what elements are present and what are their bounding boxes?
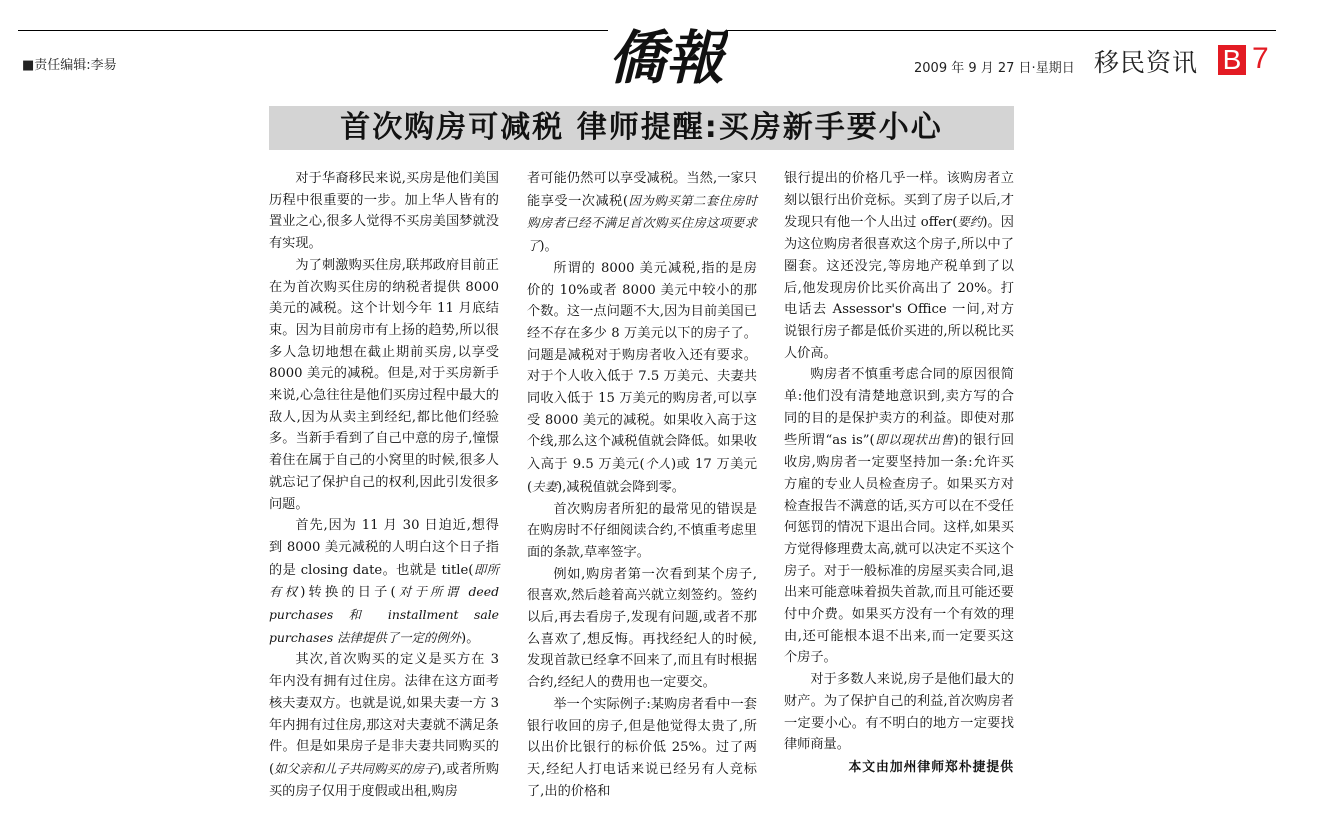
paragraph: 对于多数人来说,房子是他们最大的财产。为了保护自己的利益,首次购房者一定要小心。有不明白的地方一定要找律师商量。 xyxy=(784,672,1014,753)
page-number: 7 xyxy=(1252,42,1269,75)
paragraph: 其次,首次购买的定义是买方在 3 年内没有拥有过住房。法律在这方面考核夫妻双方。也就是说,如果夫妻一方 3 年内拥有过住房,那这对夫妻就不满足条件。但是如果房子是非夫妻共同购买的(如父亲和儿子共同购买的房子),或者所购买的房子仅用于度假或出租,购房 xyxy=(269,652,500,799)
paragraph: 为了刺激购买住房,联邦政府目前正在为首次购买住房的纳税者提供 8000 美元的减税。这个计划今年 11 月底结束。因为目前房市有上扬的趋势,所以很多人急切地想在截止期前买房,以享受 8000 美元的减税。但是,对于买房新手来说,心急往往是他们买房过程中最大的敌人,因为从卖主到经纪,都比他们经验多。当新手看到了自己中意的房子,憧憬着住在属于自己的小窝里的时候,很多人就忘记了保护自己的权利,因此引发很多问题。 xyxy=(269,257,499,512)
inline-note: 即所有权 xyxy=(269,561,499,600)
inline-note: 对于所谓 deed purchases 和 installment sale purchases 法律提供了一定的例外 xyxy=(269,584,499,645)
paragraph: 者可能仍然可以享受减税。当然,一家只能享受一次减税(因为购买第二套住房时购房者已经不满足首次购买住房这项要求了)。 xyxy=(527,171,757,255)
section-title: 移民资讯 xyxy=(1094,48,1199,77)
paragraph: 对于华裔移民来说,买房是他们美国历程中很重要的一步。加上华人皆有的置业之心,很多人觉得不买房美国梦就没有实现。 xyxy=(269,171,499,252)
masthead-logo xyxy=(604,18,728,92)
masthead-text: 僑報 xyxy=(607,24,725,92)
paragraph: 购房者不慎重考虑合同的原因很简单:他们没有清楚地意识到,卖方写的合同的目的是保护卖方的利益。即使对那些所谓“as is”(即以现状出售)的银行回收房,购房者一定要坚持加一条:允许买方雇的专业人员检查房子。如果买方对检查报告不满意的话,买方可以在不受任何惩罚的情况下退出合同。这样,如果买方觉得修理费太高,就可以决定不买这个房子。对于一般标准的房屋买卖合同,退出来可能意味着损失首款,而且可能还要付中介费。如果买方没有一个有效的理由,还可能根本退不出来,而一定要买这个房子。 xyxy=(784,367,1015,666)
editor-credit: ■责任编辑:李昜 xyxy=(22,58,117,73)
paragraph: 银行提出的价格几乎一样。该购房者立刻以银行出价竞标。买到了房子以后,才发现只有他一个人出过 offer(要约)。因为这位购房者很喜欢这个房子,所以中了圈套。这还没完,等房地产税单到了以后,他发现房价比买价高出了 20%。打电话去 Assessor's Office 一问,对方说银行房子都是低价买进的,所以税比买人价高。 xyxy=(784,171,1014,361)
article-headline: 首次购房可减税 律师提醒:买房新手要小心 xyxy=(269,106,1014,150)
paragraph: 首先,因为 11 月 30 日迫近,想得到 8000 美元减税的人明白这个日子指的是 closing date。也就是 title(即所有权)转换的日子(对于所谓 deed purchases 和 installment sale purchases 法律提供了一定的例外)。 xyxy=(269,518,499,646)
inline-note: 如父亲和儿子共同购买的房子 xyxy=(274,760,437,776)
inline-note: 要约 xyxy=(957,214,983,230)
page-letter-badge: B xyxy=(1218,45,1246,75)
paragraph: 例如,购房者第一次看到某个房子,很喜欢,然后趁着高兴就立刻签约。签约以后,再去看房子,发现有问题,或者不那么喜欢了,想反悔。再找经纪人的时候,发现首款已经拿不回来了,而且有时根据合约,经纪人的费用也一定要交。 xyxy=(527,566,757,691)
article-column-1 xyxy=(269,168,499,802)
inline-note: 因为购买第二套住房时购房者已经不满足首次购买住房这项要求了 xyxy=(527,192,757,254)
paragraph: 首次购房者所犯的最常见的错误是在购房时不仔细阅读合约,不慎重考虑里面的条款,草率签字。 xyxy=(527,501,757,560)
paragraph: 举一个实际例子:某购房者看中一套银行收回的房子,但是他觉得太贵了,所以出价比银行的标价低 25%。过了两天,经纪人打电话来说已经另有人竞标了,出的价格和 xyxy=(527,696,757,799)
paragraph: 所谓的 8000 美元减税,指的是房价的 10%或者 8000 美元中较小的那个数。这一点问题不大,因为目前美国已经不存在多少 8 万美元以下的房子了。问题是减税对于购房者收入还有要求。对于个人收入低于 7.5 万美元、夫妻共同收入低于 15 万美元的购房者,可以享受 8000 美元的减税。如果收入高于这个线,那么这个减税值就会降低。如果收入高于 9.5 万美元(个人)或 17 万美元(夫妻),减税值就会降到零。 xyxy=(527,260,758,495)
inline-note: 个人 xyxy=(644,456,671,472)
issue-date: 2009 年 9 月 27 日·星期日 xyxy=(914,61,1075,76)
article-credit: 本文由加州律师郑朴捷提供 xyxy=(848,759,1014,775)
article-column-2 xyxy=(527,168,757,802)
article-column-3 xyxy=(784,168,1014,779)
header-rule-right xyxy=(726,30,1276,31)
header-rule-left xyxy=(18,30,608,31)
inline-note: 即以现状出售 xyxy=(874,432,954,448)
inline-note: 夫妻 xyxy=(532,478,557,494)
